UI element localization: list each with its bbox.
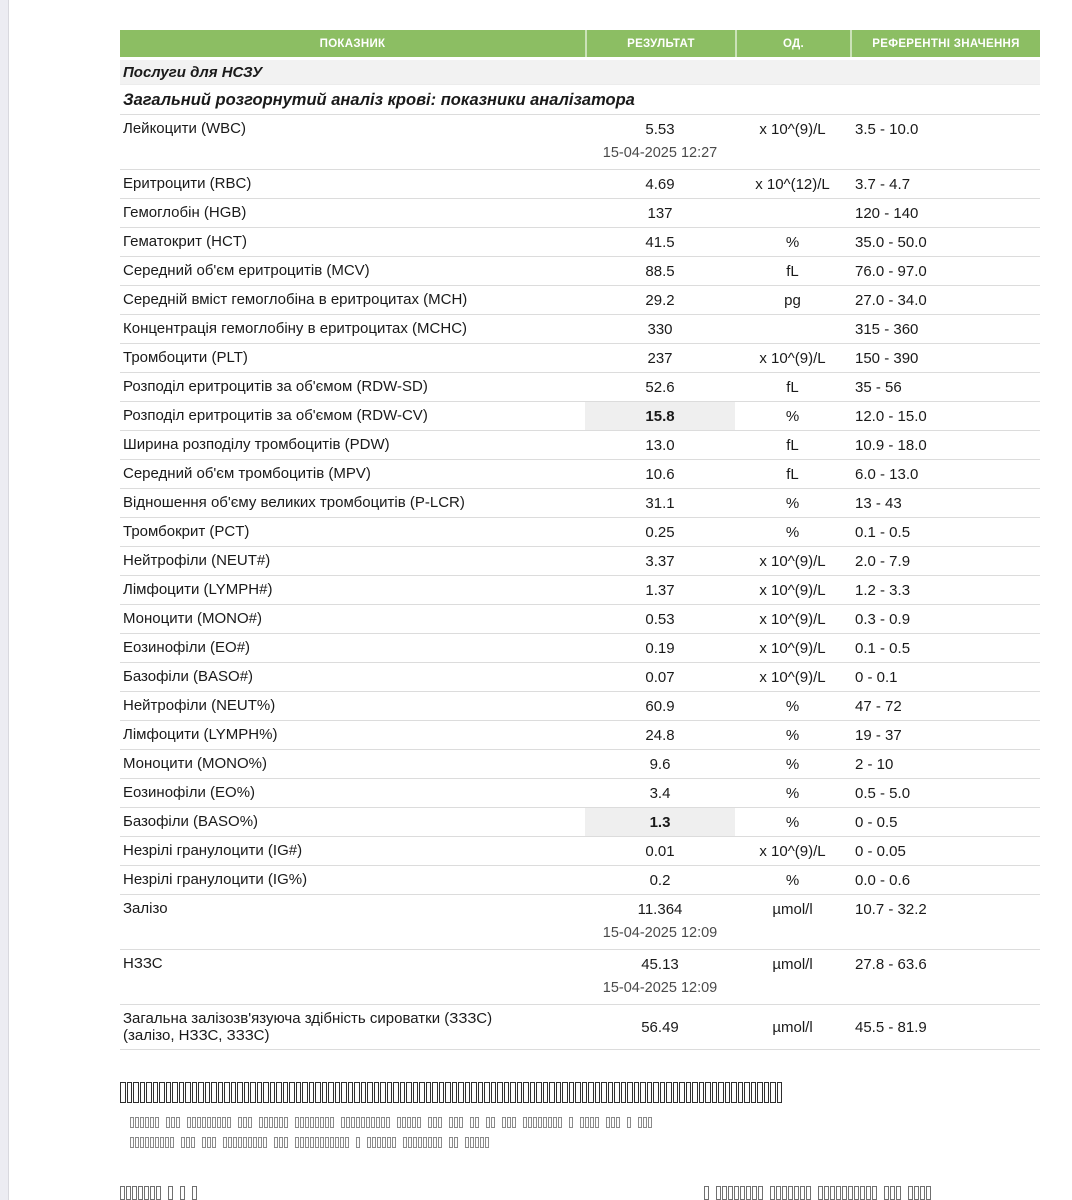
reference-range: 0 - 0.1 [855,668,898,686]
unit-label: x 10^(9)/L [759,668,826,686]
table-row [120,114,1040,169]
indicator-name: Залізо [123,900,168,917]
unit-label: x 10^(9)/L [759,581,826,599]
indicator-name: Базофіли (BASO%) [123,813,259,830]
table-row [120,227,1040,256]
result-date: 15-04-2025 12:27 [602,145,718,161]
indicator-name-line2: (залізо, НЗЗС, ЗЗЗС) [123,1027,270,1044]
table-row [120,575,1040,604]
reference-range: 47 - 72 [855,697,902,715]
reference-range: 27.0 - 34.0 [855,291,927,309]
indicator-name: Еозинофіли (EO#) [123,639,251,656]
reference-range: 13 - 43 [855,494,902,512]
table-row [120,343,1040,372]
unit-label: x 10^(9)/L [759,639,826,657]
reference-range: 19 - 37 [855,726,902,744]
indicator-name: Моноцити (MONO%) [123,755,268,772]
result-value: 60.9 [645,697,675,715]
table-header-row [120,30,1040,57]
unit-label: % [785,784,800,802]
indicator-name: Розподіл еритроцитів за об'ємом (RDW-CV) [123,407,428,424]
indicator-name: Тромбокрит (PCT) [123,523,250,540]
header-cell-reference: РЕФЕРЕНТНІ ЗНАЧЕННЯ [850,30,1040,57]
result-value: 13.0 [645,436,675,454]
unit-label: % [785,494,800,512]
result-value: 137 [647,204,673,222]
table-row [120,691,1040,720]
reference-range: 0 - 0.05 [855,842,906,860]
table-row [120,778,1040,807]
unit-label: % [785,407,800,425]
result-value: 52.6 [645,378,675,396]
table-row [120,372,1040,401]
indicator-name: Моноцити (MONO#) [123,610,263,627]
unit-label: % [785,523,800,541]
result-value: 10.6 [645,465,675,483]
reference-range: 10.7 - 32.2 [855,900,927,918]
indicator-name: Відношення об'єму великих тромбоцитів (P-LCR) [123,494,465,511]
result-date: 15-04-2025 12:09 [602,980,718,996]
unit-label: x 10^(12)/L [755,175,830,193]
result-value: 9.6 [649,755,671,773]
result-value: 0.25 [645,523,675,541]
section-title-analysis: Загальний розгорнутий аналіз крові: показники аналізатора [123,91,635,109]
result-value: 3.4 [649,784,671,802]
unit-label: x 10^(9)/L [759,552,826,570]
reference-range: 0.0 - 0.6 [855,871,911,889]
unit-label: x 10^(9)/L [759,842,826,860]
header-cell-indicator: ПОКАЗНИК [319,37,386,50]
table-row [120,949,1040,1004]
reference-range: 2.0 - 7.9 [855,552,911,570]
result-value: 5.53 [645,120,675,138]
result-value: 0.07 [645,668,675,686]
unit-label: x 10^(9)/L [759,349,826,367]
result-value: 45.13 [641,955,679,973]
indicator-name: Ширина розподілу тромбоцитів (PDW) [123,436,390,453]
table-row [120,314,1040,343]
indicator-name: НЗЗС [123,955,163,972]
table-row [120,1004,1040,1050]
indicator-name: Еозинофіли (EO%) [123,784,256,801]
table-row [120,285,1040,314]
indicator-name: Нейтрофіли (NEUT%) [123,697,276,714]
result-value: 330 [647,320,673,338]
report-footer [120,1082,1040,1200]
redacted-signature-left [120,1186,198,1200]
table-row [120,488,1040,517]
lab-report-document [120,30,1040,1200]
header-cell-unit: ОД. [735,30,850,57]
result-value: 3.37 [645,552,675,570]
result-value: 41.5 [645,233,675,251]
result-value: 0.01 [645,842,675,860]
table-row [120,865,1040,894]
reference-range: 0.1 - 0.5 [855,639,911,657]
reference-range: 27.8 - 63.6 [855,955,927,973]
indicator-name: Лейкоцити (WBC) [123,120,247,137]
reference-range: 35 - 56 [855,378,902,396]
indicator-name: Концентрація гемоглобіну в еритроцитах (MCHC) [123,320,468,337]
indicator-name: Середний об'єм тромбоцитів (MPV) [123,465,371,482]
reference-range: 0.3 - 0.9 [855,610,911,628]
indicator-name: Середній вміст гемоглобіна в еритроцитах (MCH) [123,291,468,308]
unit-label: % [785,233,800,251]
result-value: 237 [647,349,673,367]
unit-label: % [785,813,800,831]
reference-range: 150 - 390 [855,349,919,367]
section-title-services: Послуги для НСЗУ [120,60,1040,85]
unit-label: x 10^(9)/L [759,120,826,138]
reference-range: 120 - 140 [855,204,919,222]
redacted-text-line [120,1082,1040,1112]
indicator-name: Лімфоцити (LYMPH#) [123,581,273,598]
results-table-body [120,114,1040,1050]
unit-label: µmol/l [772,1018,813,1036]
table-row [120,198,1040,227]
indicator-name: Незрілі гранулоцити (IG#) [123,842,303,859]
indicator-name: Базофіли (BASO#) [123,668,254,685]
result-value: 0.19 [645,639,675,657]
unit-label: fL [786,262,799,280]
redacted-footnote-line-2 [130,1136,1040,1152]
reference-range: 1.2 - 3.3 [855,581,911,599]
reference-range: 6.0 - 13.0 [855,465,919,483]
indicator-name: Загальна залізозв'язуюча здібність сироватки (ЗЗЗС) (залізо, НЗЗС, ЗЗЗС) [120,1005,585,1049]
reference-range: 3.5 - 10.0 [855,120,919,138]
indicator-name: Лімфоцити (LYMPH%) [123,726,278,743]
indicator-name: Розподіл еритроцитів за об'ємом (RDW-SD) [123,378,428,395]
unit-label: x 10^(9)/L [759,610,826,628]
table-row [120,459,1040,488]
unit-label: fL [786,378,799,396]
result-value: 1.3 [585,808,735,836]
result-value: 1.37 [645,581,675,599]
table-row [120,894,1040,949]
table-row [120,169,1040,198]
table-row [120,720,1040,749]
indicator-name: Еритроцити (RBC) [123,175,252,192]
result-value: 29.2 [645,291,675,309]
result-value: 24.8 [645,726,675,744]
indicator-name: Тромбоцити (PLT) [123,349,248,366]
result-value: 15.8 [585,402,735,430]
result-value: 88.5 [645,262,675,280]
signature-row [120,1186,1040,1200]
unit-label: % [785,697,800,715]
unit-label: pg [784,291,801,309]
unit-label: fL [786,465,799,483]
table-row [120,807,1040,836]
table-row [120,662,1040,691]
indicator-name: Нейтрофіли (NEUT#) [123,552,271,569]
unit-label [735,315,850,343]
indicator-name: Незрілі гранулоцити (IG%) [123,871,308,888]
table-row [120,517,1040,546]
reference-range: 10.9 - 18.0 [855,436,927,454]
indicator-name: Гемоглобін (HGB) [123,204,247,221]
result-value: 31.1 [645,494,675,512]
reference-range: 315 - 360 [855,320,919,338]
viewer-edge-strip [0,0,9,1200]
table-row [120,546,1040,575]
indicator-name: Середний об'єм еритроцитів (MCV) [123,262,370,279]
unit-label: % [785,726,800,744]
reference-range: 45.5 - 81.9 [855,1018,927,1036]
reference-range: 76.0 - 97.0 [855,262,927,280]
unit-label: fL [786,436,799,454]
redacted-footnote-line-1 [130,1116,1040,1132]
reference-range: 2 - 10 [855,755,894,773]
redacted-signature-right [704,1186,932,1200]
reference-range: 12.0 - 15.0 [855,407,927,425]
result-date: 15-04-2025 12:09 [602,925,718,941]
table-row [120,749,1040,778]
reference-range: 0 - 0.5 [855,813,898,831]
table-row [120,836,1040,865]
table-row [120,430,1040,459]
reference-range: 35.0 - 50.0 [855,233,927,251]
unit-label: µmol/l [772,900,813,918]
table-row [120,401,1040,430]
result-value: 0.53 [645,610,675,628]
table-row [120,256,1040,285]
unit-label: µmol/l [772,955,813,973]
table-row [120,633,1040,662]
table-row [120,604,1040,633]
result-value: 0.2 [649,871,671,889]
result-value: 4.69 [645,175,675,193]
unit-label: % [785,871,800,889]
reference-range: 0.5 - 5.0 [855,784,911,802]
result-value: 56.49 [641,1018,679,1036]
reference-range: 0.1 - 0.5 [855,523,911,541]
header-cell-result: РЕЗУЛЬТАТ [585,30,735,57]
indicator-name: Гематокрит (HCT) [123,233,247,250]
unit-label: % [785,755,800,773]
reference-range: 3.7 - 4.7 [855,175,911,193]
result-value: 11.364 [637,900,683,918]
unit-label [735,199,850,227]
